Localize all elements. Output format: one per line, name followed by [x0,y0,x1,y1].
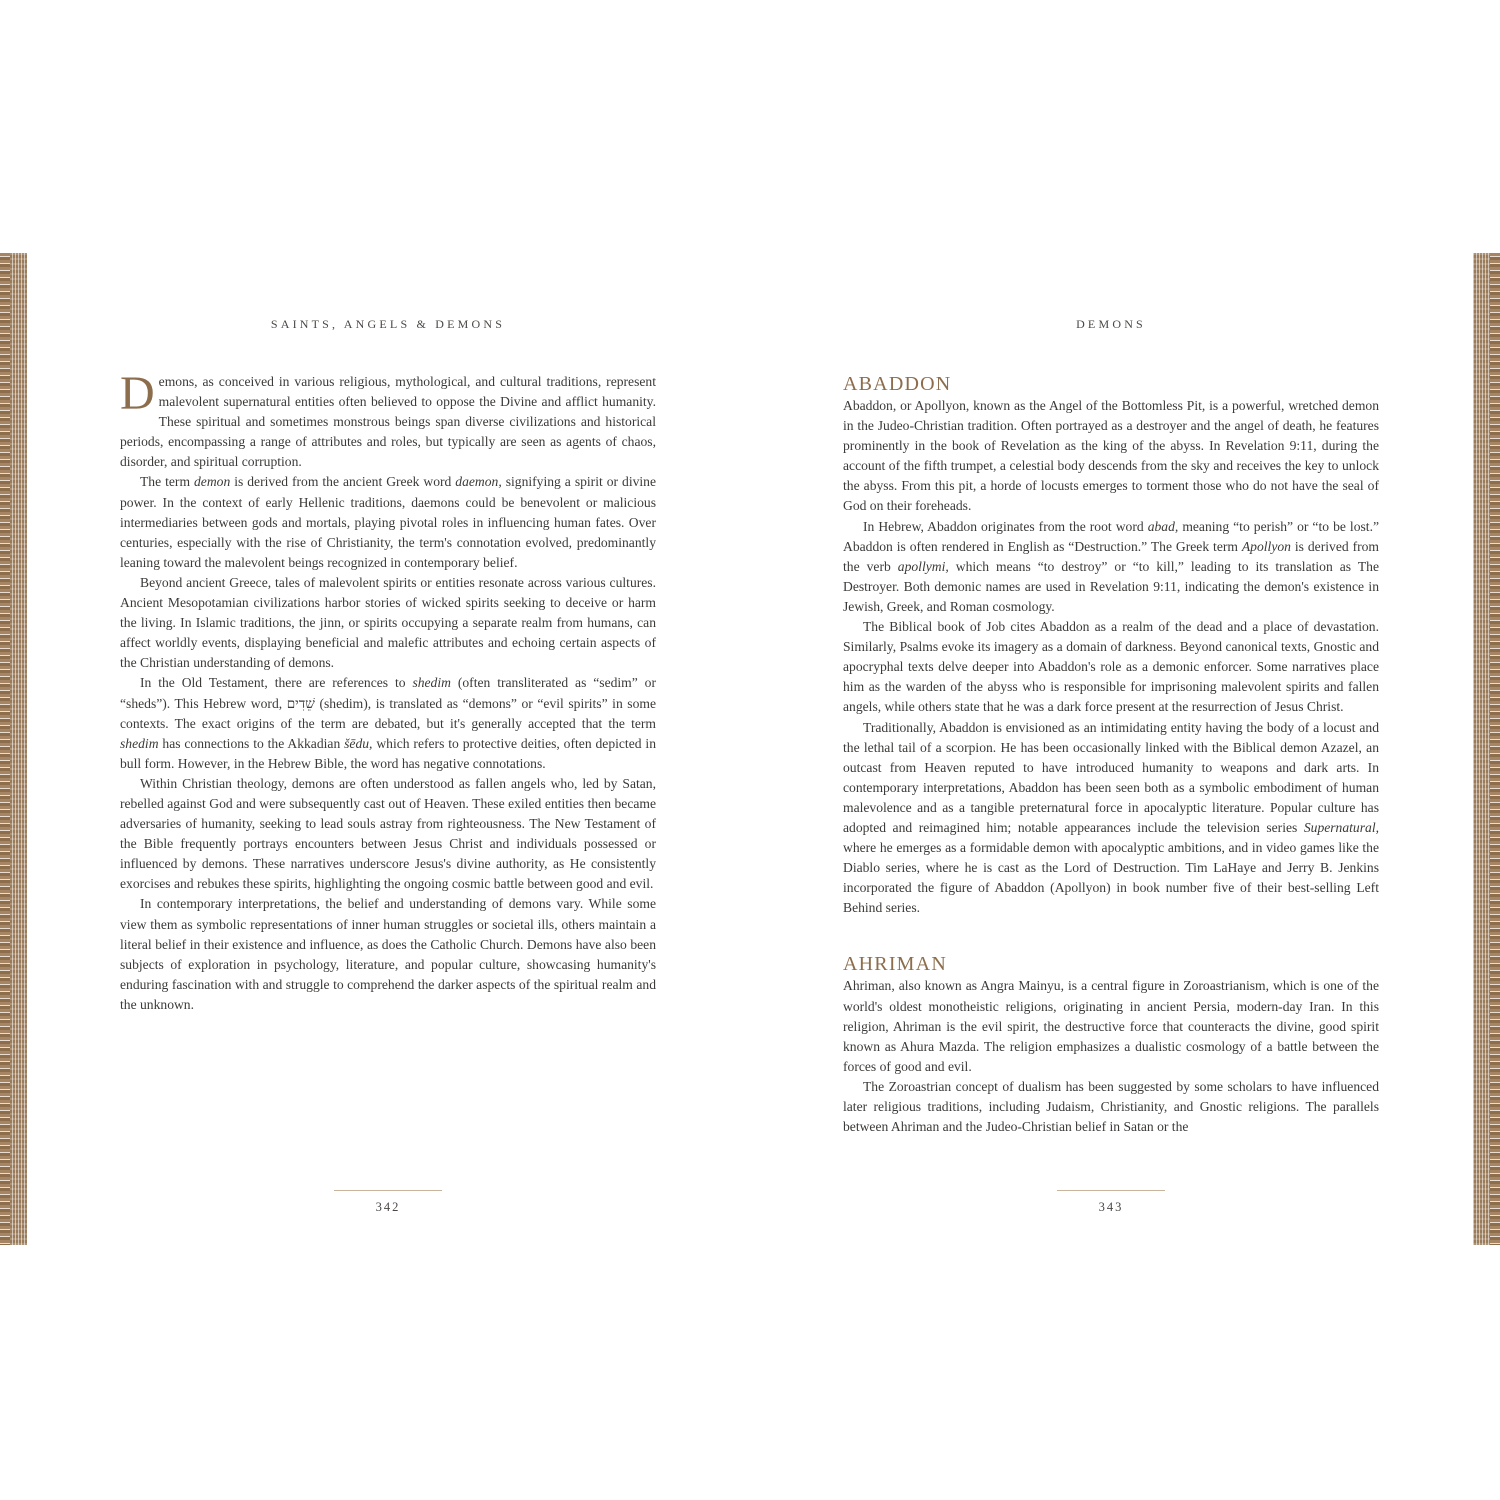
italic-term: apollymi, [897,558,949,574]
left-page-body [120,367,657,1015]
right-page-edge [1473,253,1500,1245]
italic-term: demon [194,474,231,490]
paragraph [120,472,656,572]
entry-heading-ahriman: AHRIMAN [843,953,947,976]
paragraph [843,517,1379,617]
paragraph: The Zoroastrian concept of dualism has been suggested by some scholars to have influenced later religious traditions, including Judaism, Christianity, and Gnostic religions. The parallels between Ahriman and the Judeo-Christian belief in Satan or the [843,1078,1379,1135]
italic-term: Apollyon [1241,538,1291,554]
italic-term: shedim [120,735,159,751]
paragraph [843,718,1379,919]
paragraph [120,367,656,472]
italic-term: daemon, [455,474,502,490]
paragraph: Within Christian theology, demons are often understood as fallen angels who, led by Satan, rebelled against God and were subsequently cast out of Heaven. These exiled entities then became adversaries of humanity, seeking to lead souls astray from righteousness. The New Testament of the Bible frequently portrays encounters between Jesus Christ and individuals possessed or influenced by demons. These narratives underscore Jesus's divine authority, as He consistently exorcises and rebukes these spirits, highlighting the ongoing cosmic battle between good and evil. [120,775,656,892]
entry-heading-abaddon: ABADDON [843,373,952,395]
paragraph: Beyond ancient Greece, tales of malevolent spirits or entities resonate across various cultures. Ancient Mesopotamian civilizations harbor stories of wicked spirits seeking to deceive or harm the living. In Islamic traditions, the jinn, or spirits occupying a separate realm from humans, can affect worldly events, displaying beneficial and malefic attributes and echoing certain aspects of the Christian understanding of demons. [120,574,656,671]
right-running-head: DEMONS [1076,317,1146,331]
text-run: In the Old Testament, there are references to [140,675,413,691]
paragraph [120,673,656,773]
paragraph: In contemporary interpretations, the belief and understanding of demons vary. While some view them as symbolic representations of inner human struggles or societal ills, others maintain a literal belief in their existence and influence, as does the Catholic Church. Demons have also been subjects of exploration in psychology, literature, and popular culture, showcasing humanity's enduring fascination with and struggle to comprehend the darker aspects of the spiritual realm and the unknown. [120,896,656,1012]
left-folio-rule [334,1190,442,1191]
paragraph: Ahriman, also known as Angra Mainyu, is a central figure in Zoroastrianism, which is one of the world's oldest monotheistic religions, originating in ancient Persia, modern-day Iran. In this religion, Ahriman is the evil spirit, the destructive force that counteracts the divine, good spirit known as Ahura Mazda. The religion emphasizes a dualistic cosmology of a battle between the forces of good and evil. [843,978,1379,1074]
paragraph: Abaddon, or Apollyon, known as the Angel of the Bottomless Pit, is a powerful, wretched demon in the Judeo-Christian tradition. Often portrayed as a destroyer and the angel of death, he features prominently in the book of Revelation as the king of the abyss. In Revelation 9:11, during the account of the fifth trumpet, a celestial body descends from the sky and receives the key to unlock the abyss. From this pit, a horde of locusts emerges to torment those who do not have the seal of God on their foreheads. [843,398,1379,514]
text-run: is derived from the ancient Greek word [230,474,456,490]
right-page-body [843,372,1379,1137]
paragraph: The Biblical book of Job cites Abaddon as a realm of the dead and a place of devastation. Similarly, Psalms evoke its imagery as a domain of darkness. Beyond canonical texts, Gnostic and apocryphal texts delve deeper into Abaddon's role as a demonic enforcer. Some narratives place him as the warden of the abyss who is responsible for imprisoning malevolent spirits and fallen angels, while others state that he was a dark force present at the resurrection of Jesus Christ. [843,619,1379,715]
italic-term: Supernatural, [1303,819,1379,835]
italic-term: abad, [1147,518,1179,534]
paragraph-text: emons, as conceived in various religious, mythological, and cultural traditions, represent malevolent supernatural entities often believed to oppose the Divine and afflict humanity. These spiritual and sometimes monstrous beings span diverse civilizations and historical periods, encompassing a range of attributes and roles, but typically are seen as agents of chaos, disorder, and spiritual corruption. [120,374,656,470]
text-run: meaning “to perish” or “to be lost.” Abaddon is often rendered in English as “Destruction.” The Greek term [843,518,1380,554]
left-page-edge [0,253,27,1245]
italic-term: šēdu, [344,735,373,751]
left-page-number: 342 [375,1200,401,1214]
text-run: In Hebrew, Abaddon originates from the root word [863,518,1148,534]
text-run: signifying a spirit or divine power. In the context of early Hellenic traditions, daemons could be benevolent or malicious intermediaries between gods and mortals, playing pivotal roles in influencing human fates. Over centuries, especially with the rise of Christianity, the term's connotation evolved, predominantly leaning toward the malevolent beings recognized in contemporary belief. [120,474,657,570]
text-run: Traditionally, Abaddon is envisioned as an intimidating entity having the body of a locust and the lethal tail of a scorpion. He has been occasionally linked with the Biblical demon Azazel, an outcast from Heaven reputed to have introduced humanity to weapons and dark arts. In contemporary interpretations, Abaddon has been seen both as a symbolic embodiment of human malevolence and as a tangible preternatural force in apocalyptic literature. Popular culture has adopted and reimagined him; notable appearances include the television series [843,719,1379,835]
right-folio-rule [1057,1190,1165,1191]
right-page-number: 343 [1098,1200,1124,1214]
text-run: which refers to protective deities, often depicted in bull form. However, in the Hebrew Bible, the word has negative connotations. [120,735,656,771]
italic-term: shedim [412,675,451,691]
text-run: where he emerges as a formidable demon with apocalyptic ambitions, and in video games like the Diablo series, where he is cast as the Lord of Destruction. Tim LaHaye and Jerry B. Jenkins incorporated the figure of Abaddon (Apollyon) in book number five of their best-selling Left Behind series. [843,840,1379,916]
text-run: which means “to destroy” or “to kill,” leading to its translation as The Destroyer. Both demonic names are used in Revelation 9:11, indicating the demon's existence in Jewish, Greek, and Roman cosmology. [843,558,1379,614]
text-run: The term [140,474,194,490]
text-run: (often transliterated as “sedim” or “sheds”). This Hebrew word, שֵׁדִים (shedim), is translated as “demons” or “evil spirits” in some contexts. The exact origins of the term are debated, but it's generally accepted that the term [120,675,656,731]
left-running-head: SAINTS, ANGELS & DEMONS [270,317,506,331]
drop-cap: D [120,367,155,420]
text-run: has connections to the Akkadian [158,735,345,751]
text-run: is derived from the verb [843,538,1379,574]
